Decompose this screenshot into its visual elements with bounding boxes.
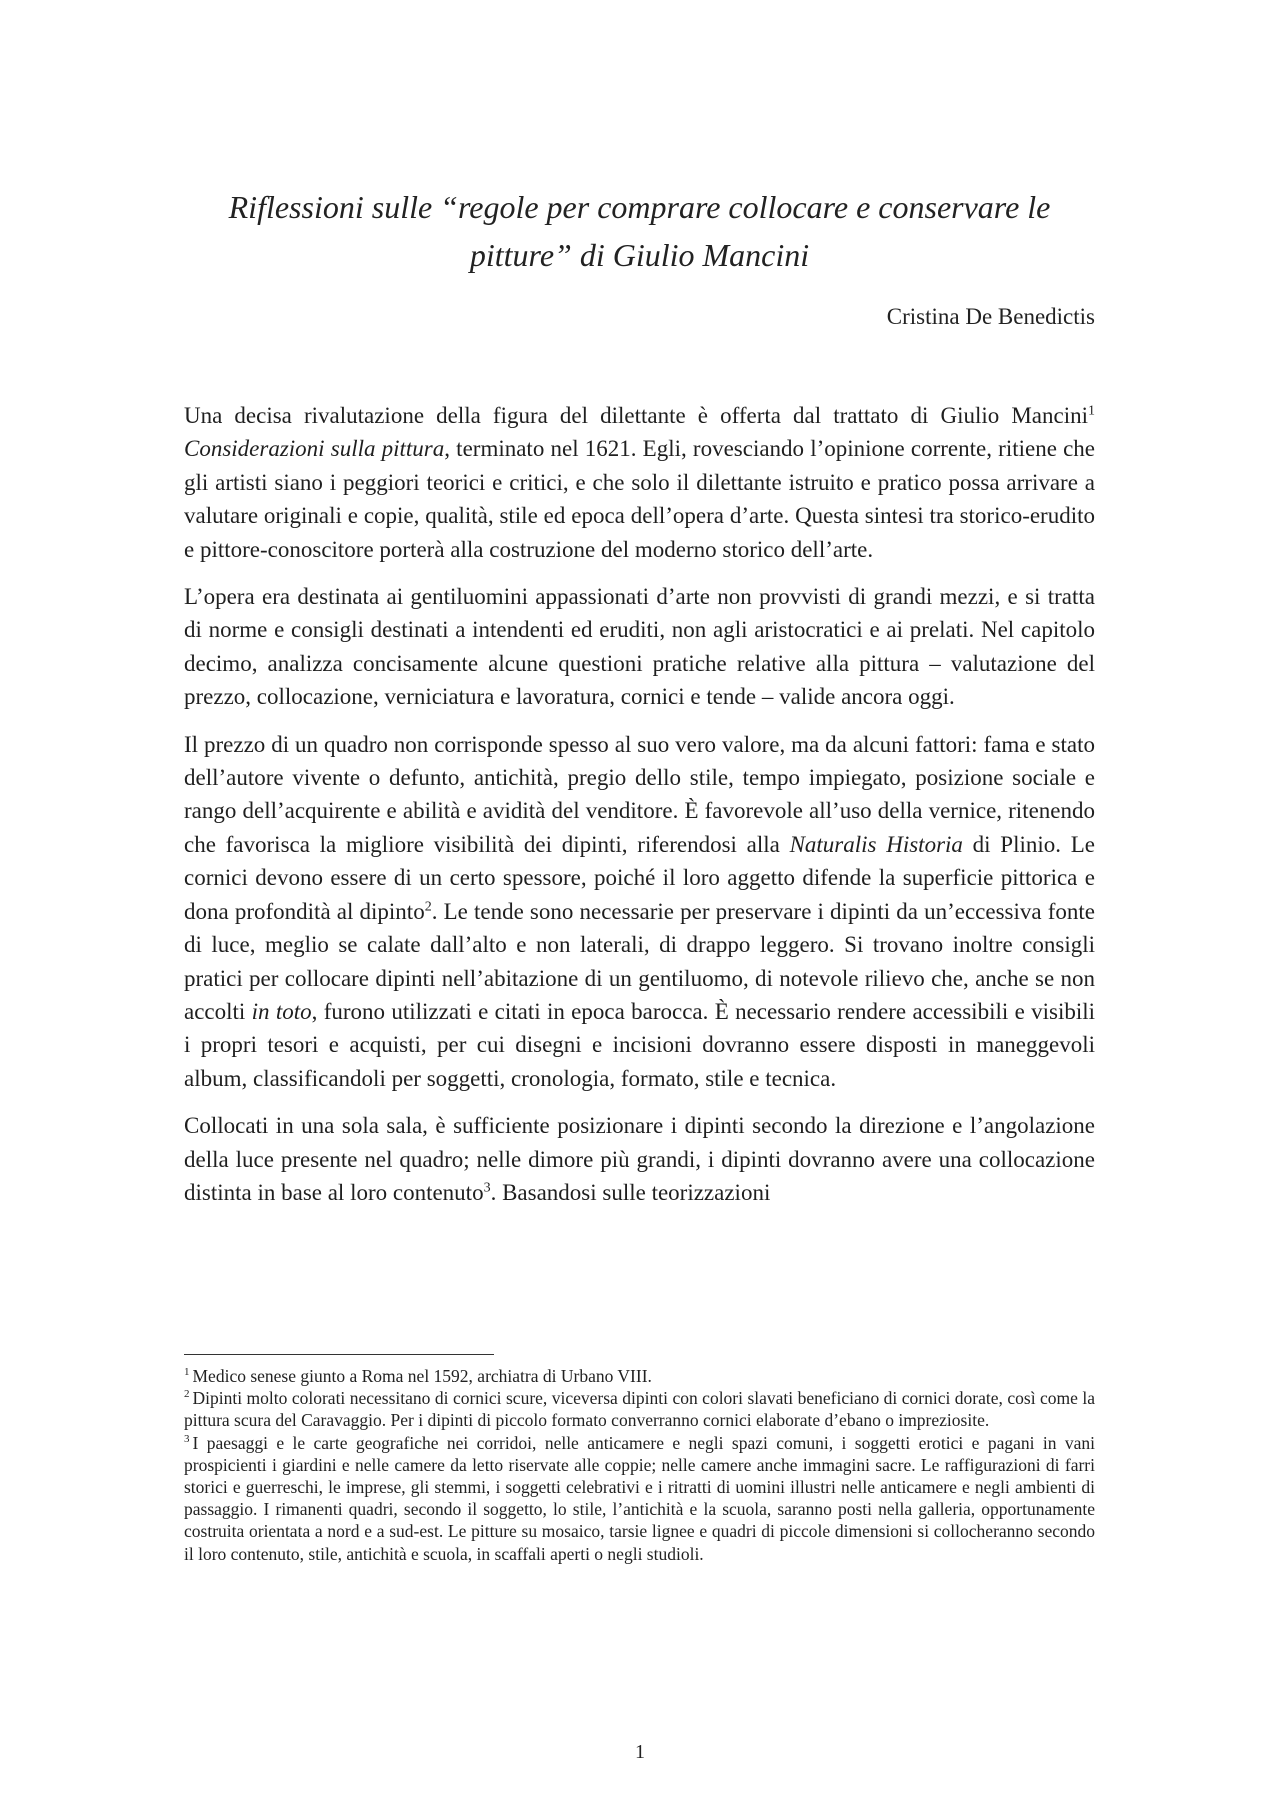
paragraph-4-text-a: Collocati in una sola sala, è sufficiente posizionare i dipinti secondo la direzione e l’angolazione della luce presente nel quadro; nelle dimore più grandi, i dipinti dovranno avere una collocazione distinta in base al loro contenuto [184,1113,1095,1205]
footnote-1-text: Medico senese giunto a Roma nel 1592, archiatra di Urbano VIII. [192,1366,652,1386]
paragraph-3-text-a: Il prezzo di un quadro non corrisponde spesso al suo vero valore, ma da alcuni fattori: fama e stato dell’autore vivente o defunto, antichità, pregio dello stile, tempo impiegato, posizione sociale e rango dell’acquirente e abilità e avidità del venditore. È favorevole all’uso della vernice, ritenendo che favorisca la migliore visibilità dei dipinti, riferendosi alla [184,731,1095,857]
paragraph-3-text-d: , furono utilizzati e citati in epoca barocca. È necessario rendere accessibili e visibili i propri tesori e acquisti, per cui disegni e incisioni dovranno essere disposti in maneggevoli album, classificandoli per soggetti, cronologia, formato, stile e tecnica. [184,998,1095,1091]
paragraph-4-text-b: . Basandosi sulle teorizzazioni [490,1179,771,1205]
footnote-2-number: 2 [184,1388,190,1401]
footnote-divider [184,1354,494,1355]
paragraph-1-text-b: , terminato nel 1621. Egli, rovesciando l’opinione corrente, ritiene che gli artisti siano i peggiori teorici e critici, e che solo il dilettante istruito e pratico possa arrivare a valutare originali e copie, qualità, stile ed epoca dell’opera d’arte. Questa sintesi tra storico-erudito e pittore-conoscitore porterà alla costruzione del moderno storico dell’arte. [184,436,1095,562]
footnote-3-number: 3 [184,1432,190,1445]
body-text [184,399,1095,1209]
paragraph-4 [184,1109,1095,1209]
page-title [184,0,1095,279]
paragraph-3-text-b: di Plinio. Le cornici devono essere di un certo spessore, poiché il loro aggetto difende la superficie pittorica e dona profondità al dipinto [184,831,1095,924]
paragraph-3-italic-1: Naturalis Historia [789,831,963,857]
paragraph-3-text-c: . Le tende sono necessarie per preservare i dipinti da un’eccessiva fonte di luce, meglio se calate dall’alto e non laterali, di drappo leggero. Si trovano inoltre consigli pratici per collocare dipinti nell’abitazione di un gentiluomo, di notevole rilievo che, anche se non accolti [184,898,1095,1024]
title-line-1: Riflessioni sulle “regole per comprare collocare e conservare le [228,189,1051,225]
footnote-ref-3: 3 [483,1180,491,1196]
footnote-1-number: 1 [184,1366,190,1379]
footnote-1 [184,1365,1095,1387]
footnote-3-text: I paesaggi e le carte geografiche nei corridoi, nelle anticamere e negli spazi comuni, i soggetti erotici e pagani in vani prospicienti i giardini e nelle camere da letto riservate alle coppie; nelle camere anche immagini sacre. Le raffigurazioni di farri storici e guerreschi, le imprese, gli stemmi, i soggetti celebrativi e i ritratti di uomini illustri nelle anticamere e negli ambienti di passaggio. I rimanenti quadri, secondo il soggetto, lo stile, l’antichità e la scuola, saranno posti nella galleria, opportunamente costruita orientata a nord e a sud-est. Le pitture su mosaico, tarsie lignee e quadri di piccole dimensioni si collocheranno secondo il loro contenuto, stile, antichità e scuola, in scaffali aperti o negli studioli. [184,1432,1095,1564]
title-line-2: pitture” di Giulio Mancini [469,237,810,273]
footnote-ref-1: 1 [1088,403,1095,419]
footnote-ref-2: 2 [424,899,432,915]
footnote-2 [184,1387,1095,1431]
paragraph-2: L’opera era destinata ai gentiluomini appassionati d’arte non provvisti di grandi mezzi, e si tratta di norme e consigli destinati a intendenti ed eruditi, non agli aristocratici e ai prelati. Nel capitolo decimo, analizza concisamente alcune questioni pratiche relative alla pittura – valutazione del prezzo, collocazione, verniciatura e lavoratura, cornici e tende – valide ancora oggi. [184,584,1095,710]
footnote-3 [184,1432,1095,1565]
paragraph-1-text-a: Una decisa rivalutazione della figura del dilettante è offerta dal trattato di Giulio Mancini [184,403,1088,428]
page-number: 1 [635,1741,645,1763]
paragraph-1-italic: Considerazioni sulla pittura [184,436,445,462]
author-name: Cristina De Benedictis [886,304,1095,329]
footnote-2-text: Dipinti molto colorati necessitano di cornici scure, viceversa dipinti con colori slavati beneficiano di cornici dorate, così come la pittura scura del Caravaggio. Per i dipinti di piccolo formato converranno cornici elaborate d’ebano o impreziosite. [184,1388,1095,1431]
paragraph-3-italic-2: in toto [251,998,312,1024]
paragraph-1 [184,399,1095,566]
footnotes [184,1365,1095,1565]
paragraph-3 [184,728,1095,1095]
